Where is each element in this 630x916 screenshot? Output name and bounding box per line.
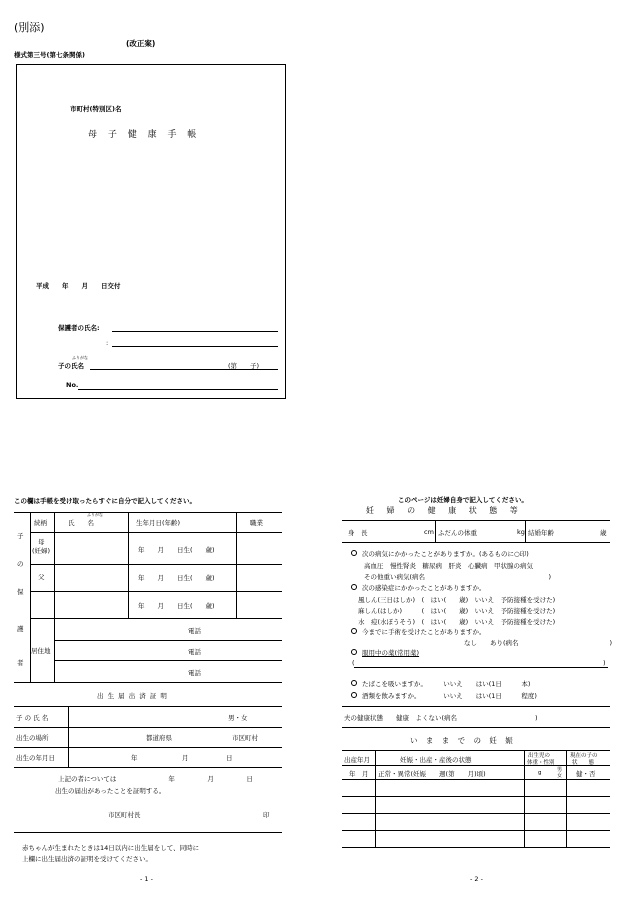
bullet-circle bbox=[351, 628, 357, 634]
birth-row-3: 年 月 日生( 歳) bbox=[138, 602, 215, 610]
side-label-1: 子 bbox=[17, 532, 24, 540]
relation-pregnant: (妊婦) bbox=[32, 547, 51, 555]
table-line bbox=[236, 512, 237, 618]
table-line bbox=[354, 667, 608, 668]
table-line bbox=[54, 640, 282, 641]
residence-label: 居住地 bbox=[31, 647, 51, 655]
table-line bbox=[342, 706, 610, 707]
sub-health: 健・否 bbox=[576, 770, 596, 778]
birth-order: (第 子) bbox=[228, 362, 260, 370]
birth-row-1: 年 月 日生( 歳) bbox=[138, 546, 215, 554]
seal-label: 印 bbox=[263, 811, 270, 819]
bullet-circle bbox=[351, 692, 357, 698]
table-line bbox=[68, 706, 69, 767]
infection-measles: 麻しん(はしか) ( はい( 歳) いいえ 予防接種を受けた) bbox=[358, 607, 556, 615]
header-occupation: 職業 bbox=[250, 519, 263, 527]
table-line bbox=[54, 660, 282, 661]
q3-text: 今までに手術を受けたことがありますか。 bbox=[362, 628, 486, 636]
note-line-1: 赤ちゃんが生まれたときは14日以内に出生届をして、同時に bbox=[22, 844, 200, 852]
smoke-question: たばこを吸いますか。 いいえ はい(1日 本) bbox=[362, 680, 531, 688]
table-line bbox=[342, 520, 610, 521]
side-label-2: の bbox=[17, 560, 24, 568]
header-name: 氏 名 bbox=[68, 519, 94, 527]
certify-line-2: 出生の届出があったことを証明する。 bbox=[55, 787, 166, 795]
table-line bbox=[566, 750, 567, 847]
table-line bbox=[342, 542, 610, 543]
header-relation: 続柄 bbox=[34, 519, 47, 527]
col-birth-month: 出産年月 bbox=[344, 756, 370, 764]
infection-rubella: 風しん(三日はしか) ( はい( 歳) いいえ 予防接種を受けた) bbox=[358, 596, 556, 604]
header-birthdate: 生年月日(年齢) bbox=[136, 519, 181, 527]
guardian-line bbox=[112, 331, 278, 332]
disease-list: 高血圧 慢性腎炎 糖尿病 肝炎 心臓病 甲状腺の病気 bbox=[364, 562, 533, 570]
table-line bbox=[342, 813, 610, 814]
table-line bbox=[14, 832, 282, 833]
table-line bbox=[342, 765, 610, 766]
table-line bbox=[30, 564, 282, 565]
table-line bbox=[30, 591, 282, 592]
col-weight-b: 体重・性別 bbox=[527, 760, 555, 766]
child-name-line bbox=[90, 369, 278, 370]
table-line bbox=[525, 520, 526, 542]
table-line bbox=[342, 847, 610, 848]
infection-chickenpox: 水 痘(水ぼうそう) ( はい( 歳) いいえ 予防接種を受けた) bbox=[358, 618, 556, 626]
city-field: 市区町村 bbox=[232, 734, 258, 742]
certificate-title: 出 生 届 出 済 証 明 bbox=[97, 692, 168, 700]
bullet-circle bbox=[351, 649, 357, 655]
phone-label-3: 電話 bbox=[188, 669, 201, 677]
weight-unit: kg bbox=[517, 528, 525, 536]
cover-frame bbox=[16, 64, 286, 399]
form-number: 様式第三号(第七条関係) bbox=[14, 51, 85, 59]
table-line bbox=[14, 706, 282, 707]
side-label-4: 護 bbox=[17, 625, 24, 633]
birthdate-field: 出生の年月日 bbox=[16, 754, 55, 762]
municipality-name: 市町村(特別区)名 bbox=[70, 105, 122, 113]
table-line bbox=[54, 512, 55, 682]
table-line bbox=[14, 747, 282, 748]
handbook-title: 母 子 健 康 手 帳 bbox=[88, 130, 201, 140]
sub-male: 男 bbox=[557, 767, 563, 773]
table-line bbox=[14, 682, 282, 683]
surgery-answer: なし あり(病名 ) bbox=[464, 639, 613, 647]
sub-condition: 正常・異常(妊娠 週(第 月)頃) bbox=[378, 770, 486, 778]
revision-label: (改正案) bbox=[126, 39, 156, 48]
certify-line-1: 上記の者については 年 月 日 bbox=[58, 775, 253, 783]
date-month: 月 bbox=[182, 754, 189, 762]
q4-text: 服用中の薬(常用薬) bbox=[362, 649, 420, 657]
child-name-field: 子 の 氏 名 bbox=[16, 714, 49, 722]
guardian-label: 保護者の氏名: bbox=[58, 324, 100, 332]
height-label: 身 長 bbox=[348, 529, 368, 537]
phone-label-1: 電話 bbox=[188, 627, 201, 635]
birthplace-field: 出生の場所 bbox=[16, 734, 49, 742]
sub-year-month: 年 月 bbox=[349, 770, 369, 778]
drink-question: 酒類を飲みますか。 いいえ はい(1日 程度) bbox=[362, 692, 537, 700]
history-title: い ま ま で の 妊 娠 bbox=[410, 736, 516, 745]
relation-mother: 母 bbox=[38, 538, 45, 546]
page-number-1: - 1 - bbox=[140, 875, 153, 883]
table-line bbox=[342, 727, 610, 728]
table-line bbox=[14, 767, 282, 768]
note-line-2: 上欄に出生届出済の証明を受けてください。 bbox=[22, 855, 152, 863]
weight-label: ふだんの体重 bbox=[438, 529, 477, 537]
q2-text: 次の感染症にかかったことがありますか。 bbox=[362, 584, 486, 592]
number-label: No. bbox=[66, 381, 79, 389]
paren-open: ( bbox=[352, 659, 355, 667]
page2-title: 妊 婦 の 健 康 状 態 等 bbox=[366, 506, 523, 515]
birth-row-2: 年 月 日生( 歳) bbox=[138, 574, 215, 582]
table-line bbox=[342, 779, 610, 780]
age-unit: 歳 bbox=[600, 529, 607, 537]
date-day: 日 bbox=[226, 754, 233, 762]
paren-close: ) bbox=[603, 659, 606, 667]
table-line bbox=[30, 618, 282, 619]
table-line bbox=[30, 532, 282, 533]
table-line bbox=[128, 512, 129, 618]
sub-grams: g bbox=[538, 770, 542, 776]
mayor-label: 市区町村長 bbox=[108, 811, 141, 819]
husband-health: 夫の健康状態 健康 よくない(病名 ) bbox=[344, 714, 538, 722]
table-line bbox=[375, 750, 376, 847]
guardian-line-2 bbox=[112, 346, 278, 347]
attachment-label: (別添) bbox=[14, 21, 45, 34]
page-number-2: - 2 - bbox=[470, 875, 483, 883]
col-child-b: 状 態 bbox=[572, 760, 595, 766]
sub-female: 女 bbox=[557, 773, 563, 779]
name-furigana: ふりがな bbox=[87, 512, 103, 517]
age-label: 結婚年齢 bbox=[528, 529, 554, 537]
bullet-circle bbox=[351, 584, 357, 590]
page1-instruction: この欄は手帳を受け取ったらすぐに自分で記入してください。 bbox=[14, 497, 196, 505]
table-line bbox=[524, 750, 525, 847]
col-condition: 妊娠・出産・産後の状態 bbox=[400, 756, 472, 764]
table-line bbox=[435, 520, 436, 542]
table-line bbox=[30, 512, 31, 682]
col-child-a: 現在の子の bbox=[570, 753, 598, 759]
phone-label-2: 電話 bbox=[188, 648, 201, 656]
child-furigana: ふりがな bbox=[72, 355, 88, 360]
issue-date: 平成 年 月 日交付 bbox=[36, 282, 121, 290]
prefecture-field: 都道府県 bbox=[146, 734, 172, 742]
bullet-circle bbox=[351, 550, 357, 556]
table-line bbox=[342, 830, 610, 831]
height-unit: cm bbox=[424, 528, 434, 536]
bullet-circle bbox=[351, 680, 357, 686]
table-line bbox=[342, 796, 610, 797]
table-line bbox=[14, 727, 282, 728]
relation-father: 父 bbox=[38, 573, 45, 581]
side-label-5: 者 bbox=[17, 659, 24, 667]
side-label-3: 保 bbox=[17, 588, 24, 596]
col-weight-a: 出生児の bbox=[528, 753, 551, 759]
q1-text: 次の病気にかかったことがありますか。(あるものに○印) bbox=[362, 550, 529, 558]
other-disease: その他重い病気(病名 ) bbox=[364, 573, 552, 581]
page2-instruction: このページは妊婦自身で記入してください。 bbox=[398, 496, 528, 504]
sex-field: 男・女 bbox=[228, 714, 248, 722]
child-name-label: 子の氏名 bbox=[58, 362, 84, 370]
date-year: 年 bbox=[131, 754, 138, 762]
colon: : bbox=[106, 339, 109, 347]
number-line bbox=[78, 389, 278, 390]
